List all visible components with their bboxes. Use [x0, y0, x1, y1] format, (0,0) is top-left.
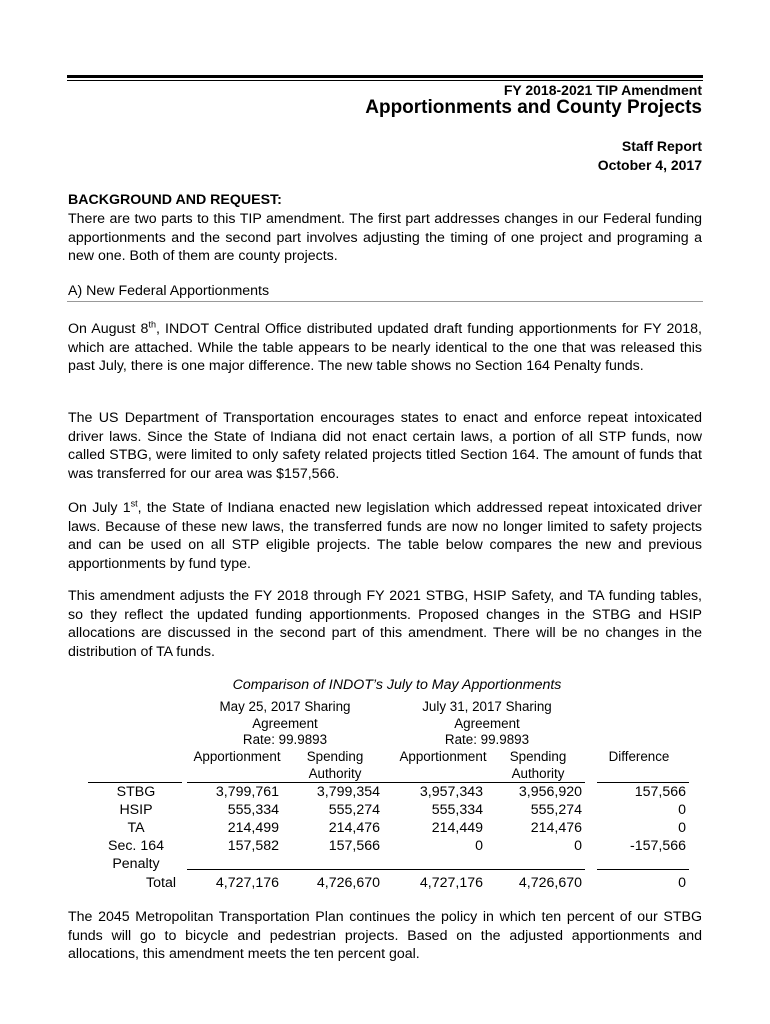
col-header-apportionment-july: Apportionment: [399, 749, 487, 764]
table-cell: 0: [678, 820, 686, 836]
group-july-line3: Rate: 99.9893: [444, 732, 530, 748]
paragraph-july: [68, 499, 702, 573]
table-total-cell: 0: [678, 875, 686, 891]
document-subtitle: FY 2018-2021 TIP Amendment: [503, 82, 702, 98]
group-may-line3: Rate: 99.9893: [242, 732, 328, 748]
table-cell: -157,566: [629, 838, 686, 854]
p1-text-end: , INDOT Central Office distributed updated draft funding apportionments for FY 2018, which are attached. While the table appears to be nearly identical to the one that was released this past July, there is one major difference. The new table shows no Section 164 Penalty funds.: [68, 321, 702, 375]
table-total-cell: 4,727,176: [419, 875, 483, 891]
section-a-heading: A) New Federal Apportionments: [68, 283, 270, 299]
table-total-label: Total: [146, 875, 176, 891]
table-cell: 3,799,761: [215, 784, 279, 800]
table-cell: 3,957,343: [419, 784, 483, 800]
table-row-label: TA: [127, 820, 145, 836]
spending-july-line1: Spending: [509, 749, 567, 764]
spending-may-line2: Authority: [308, 765, 362, 781]
section-a-rule: [67, 301, 703, 302]
header-rule-thin: [67, 80, 703, 81]
table-cell: 214,476: [328, 820, 380, 836]
table-cell: 157,566: [634, 784, 686, 800]
table-cell: 555,274: [328, 802, 380, 818]
table-total-rule-difference: [597, 869, 689, 870]
table-cell: 555,334: [431, 802, 483, 818]
table-cell: 214,449: [431, 820, 483, 836]
group-header-july: [402, 699, 572, 749]
paragraph-august: [68, 320, 702, 376]
paragraph-usdot: The US Department of Transportation encourages states to enact and enforce repeat intoxicated driver laws. Since the State of Indiana did not enact certain laws, a portion of all STP funds, now called STBG, were limited to only safety related projects titled Section 164. The amount of funds that was transferred for our area was $157,566.: [68, 410, 702, 482]
table-cell: 214,476: [530, 820, 582, 836]
table-row-label: HSIP: [119, 802, 153, 818]
table-cell: 0: [574, 838, 582, 854]
table-row-label: STBG: [116, 784, 156, 800]
p3-text-start: On July 1: [68, 500, 131, 516]
col-header-difference: Difference: [608, 749, 670, 764]
background-paragraph: There are two parts to this TIP amendment. The first part addresses changes in our Federal funding apportionments and the second part involves adjusting the timing of one project and programing a new one. Both of them are county projects.: [68, 211, 702, 265]
table-cell: 214,499: [227, 820, 279, 836]
group-may-line1: May 25, 2017 Sharing: [219, 699, 351, 714]
report-date: October 4, 2017: [597, 157, 702, 173]
header-rule-thick: [67, 75, 703, 78]
p3-superscript: st: [130, 498, 138, 509]
table-cell: 555,274: [530, 802, 582, 818]
col-header-apportionment-may: Apportionment: [193, 749, 281, 764]
col-header-spending-may: [298, 749, 372, 782]
p1-superscript: th: [148, 319, 156, 330]
background-heading: BACKGROUND AND REQUEST:: [68, 192, 282, 208]
document-title: Apportionments and County Projects: [365, 97, 702, 118]
report-type: Staff Report: [621, 138, 702, 154]
table-cell: 555,334: [227, 802, 279, 818]
table-cell: 3,799,354: [316, 784, 380, 800]
table-cell: 157,566: [328, 838, 380, 854]
table-total-cell: 4,727,176: [215, 875, 279, 891]
table-cell: 0: [678, 802, 686, 818]
group-may-line2: Agreement: [252, 715, 318, 731]
table-cell: 3,956,920: [518, 784, 582, 800]
table-caption: Comparison of INDOT’s July to May Apportionments: [232, 677, 562, 693]
closing-paragraph: The 2045 Metropolitan Transportation Plan continues the policy in which ten percent of our STBG funds will go to bicycle and pedestrian projects. Based on the adjusted apportionments and allocations, this amendment meets the ten percent goal.: [68, 909, 702, 963]
table-total-rule: [187, 869, 585, 870]
table-total-cell: 4,726,670: [518, 875, 582, 891]
group-july-line1: July 31, 2017 Sharing: [422, 699, 552, 714]
table-row-label: Sec. 164: [107, 838, 164, 854]
table-cell: 0: [475, 838, 483, 854]
spending-july-line2: Authority: [511, 765, 565, 781]
spending-may-line1: Spending: [306, 749, 364, 764]
p3-text-end: , the State of Indiana enacted new legislation which addressed repeat intoxicated driver laws. Because of these new laws, the transferred funds are now no longer limited to safety projects and can be used on all STP eligible projects. The table below compares the new and previous apportionments by fund type.: [68, 500, 702, 572]
table-cell: 157,582: [227, 838, 279, 854]
paragraph-amendment: This amendment adjusts the FY 2018 through FY 2021 STBG, HSIP Safety, and TA funding tables, so they reflect the updated funding apportionments. Proposed changes in the STBG and HSIP allocations are discussed in the second part of this amendment. There will be no changes in the distribution of TA funds.: [68, 588, 702, 660]
group-header-may: [200, 699, 370, 749]
table-total-cell: 4,726,670: [316, 875, 380, 891]
col-header-spending-july: [500, 749, 576, 782]
p1-text-start: On August 8: [68, 321, 149, 337]
table-row-label: Penalty: [112, 856, 160, 872]
group-july-line2: Agreement: [454, 715, 520, 731]
